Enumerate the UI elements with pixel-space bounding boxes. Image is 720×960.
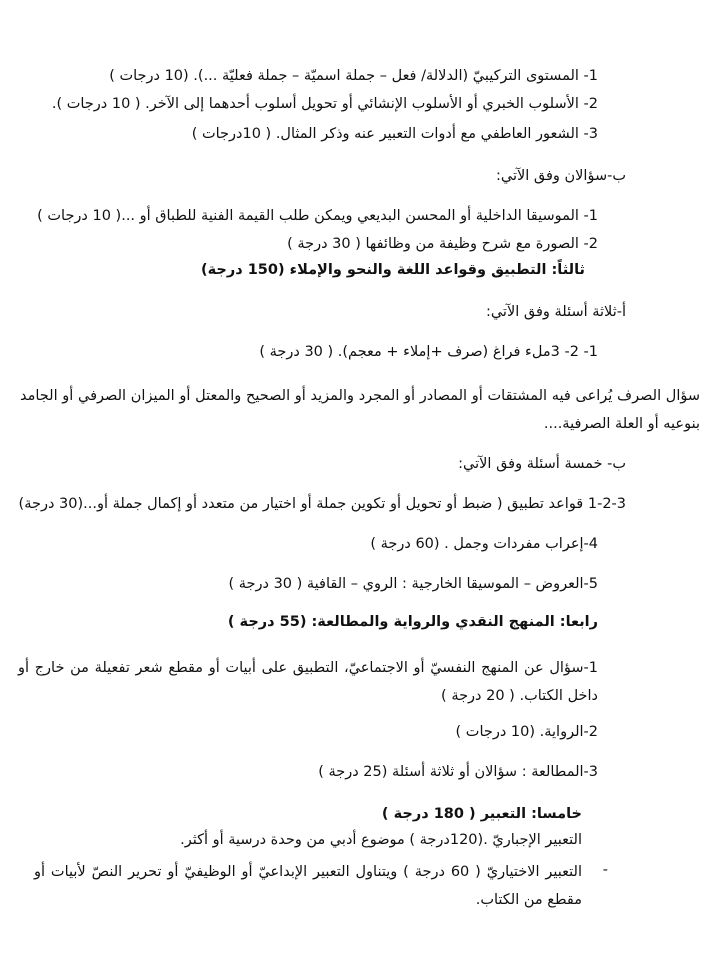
item-critical-approach: 1-سؤال عن المنهج النفسيّ أو الاجتماعيّ، التطبيق على أبيات أو مقطع شعر تفعيلة من خارج أو داخل الكتاب. ( 20 درجة ) [18,660,598,704]
item-optional-expression: التعبير الاختياريّ ( 60 درجة ) ويتناول التعبير الإبداعيّ أو الوظيفيّ أو تحرير النصّ لأبيات أو مقطع من الكتاب. [34,864,582,908]
item-grammar-rules: 1-2-3 قواعد تطبيق ( ضبط أو تحويل أو تكوين جملة أو اختيار من متعدد أو إكمال جملة أو...(30 درجة) [18,496,626,512]
heading-fifth-expression: خامسا: التعبير ( 180 درجة ) [381,806,582,822]
item-novel: 2-الرواية. (10 درجات ) [455,724,598,740]
item-declarative-style: 2- الأسلوب الخبري أو الأسلوب الإنشائي أو تحويل أسلوب أحدهما إلى الآخر. ( 10 درجات ). [51,96,598,112]
item-parsing: 4-إعراب مفردات وجمل . (60 درجة ) [370,536,598,552]
section-b-five-questions: ب- خمسة أسئلة وفق الآتي: [458,456,626,472]
item-syntactic-level: 1- المستوى التركيبيّ (الدلالة/ فعل – جملة اسميّة – جملة فعليّة ...). (10 درجات ) [109,68,598,84]
item-internal-music: 1- الموسيقا الداخلية أو المحسن البديعي ويمكن طلب القيمة الفنية للطباق أو ...( 10 درجات ) [37,208,598,224]
item-mandatory-expression: التعبير الإجباريّ .(120درجة ) موضوع أدبي من وحدة درسية أو أكثر. [180,832,582,848]
item-prosody: 5-العروض – الموسيقا الخارجية : الروي – القافية ( 30 درجة ) [228,576,598,592]
heading-fourth-criticism: رابعا: المنهج النقدي والرواية والمطالعة: (55 درجة ) [227,614,598,630]
morphology-note: سؤال الصرف يُراعى فيه المشتقات أو المصادر أو المجرد والمزيد أو الصحيح والمعتل أو الميزان الصرفي أو الجامد بنوعيه أو العلة الصرفية.... [20,388,700,432]
heading-third-application: ثالثاً: التطبيق وقواعد اللغة والنحو والإملاء (150 درجة) [200,262,585,278]
item-fill-blank: 1- 2- 3ملء فراغ (صرف +إملاء + معجم). ( 30 درجة ) [259,344,598,360]
item-reading: 3-المطالعة : سؤالان أو ثلاثة أسئلة (25 درجة ) [318,764,598,780]
item-emotional-feeling: 3- الشعور العاطفي مع أدوات التعبير عنه وذكر المثال. ( 10درجات ) [191,126,598,142]
section-a-three-questions: أ-ثلاثة أسئلة وفق الآتي: [485,304,626,320]
item-image-function: 2- الصورة مع شرح وظيفة من وظائفها ( 30 درجة ) [287,236,598,252]
bullet-dash: - [602,862,608,878]
section-b-two-questions: ب-سؤالان وفق الآتي: [495,168,626,184]
